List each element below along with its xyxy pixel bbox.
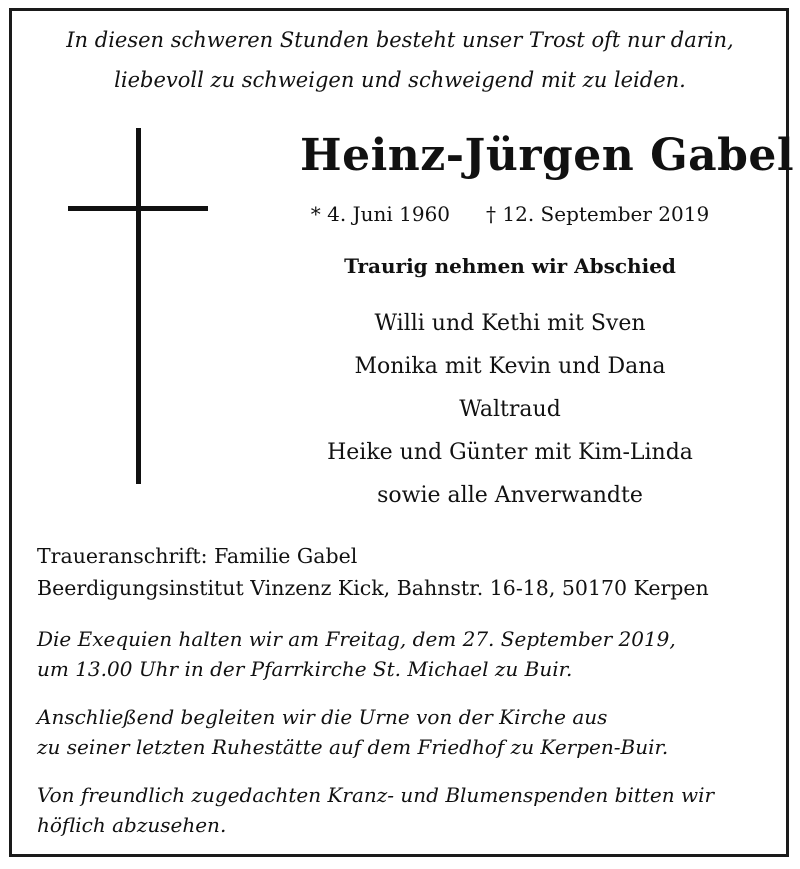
exequies-info [37, 624, 676, 684]
burial-line-2: zu seiner letzten Ruhestätte auf dem Friedhof zu Kerpen-Buir. [37, 735, 669, 759]
mourner-line: Waltraud [459, 397, 561, 422]
mourners-list [300, 302, 720, 517]
motto-line-1: In diesen schweren Stunden besteht unser Trost oft nur darin, [66, 28, 734, 52]
flowers-info [37, 780, 714, 840]
flowers-line-1: Von freundlich zugedachten Kranz- und Blumenspenden bitten wir [37, 783, 715, 807]
exequies-line-2: um 13.00 Uhr in der Pfarrkirche St. Michael zu Buir. [37, 657, 573, 681]
mourner-line: Monika mit Kevin und Dana [354, 354, 666, 379]
burial-line-1: Anschließend begleiten wir die Urne von der Kirche aus [37, 705, 608, 729]
deceased-name: Heinz-Jürgen Gabel [300, 130, 795, 181]
exequies-line-1: Die Exequien halten wir am Freitag, dem 27. September 2019, [37, 627, 676, 651]
life-dates [300, 200, 720, 228]
burial-info [37, 702, 668, 762]
cross-icon-bar [68, 206, 208, 211]
flowers-line-2: höflich abzusehen. [37, 813, 227, 837]
mourner-line: Willi und Kethi mit Sven [374, 311, 646, 336]
death-date: † 12. September 2019 [486, 202, 710, 226]
mourner-line: sowie alle Anverwandte [377, 483, 643, 508]
cross-icon [136, 128, 141, 484]
mourner-line: Heike und Günter mit Kim-Linda [327, 440, 693, 465]
farewell-heading: Traurig nehmen wir Abschied [344, 254, 676, 278]
motto-line-2: liebevoll zu schweigen und schweigend mit zu leiden. [114, 68, 686, 92]
motto-quote [0, 20, 800, 100]
address-line-1: Traueranschrift: Familie Gabel [37, 544, 358, 568]
address-line-2: Beerdigungsinstitut Vinzenz Kick, Bahnstr. 16-18, 50170 Kerpen [37, 576, 709, 600]
birth-date: * 4. Juni 1960 [310, 202, 451, 226]
mourning-address [37, 540, 709, 604]
